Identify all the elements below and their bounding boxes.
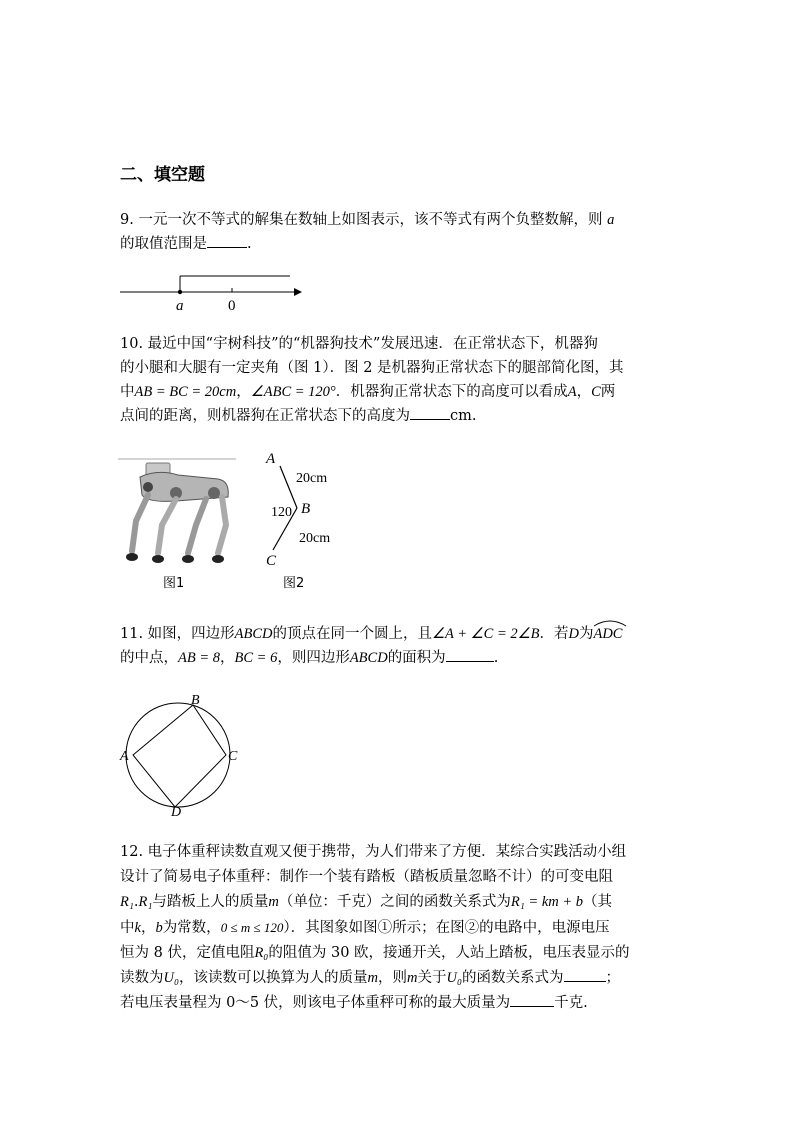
q12-line3b: 与踏板上人的质量 <box>152 894 269 910</box>
q12-line6d: 关于 <box>417 970 447 986</box>
q10-line3b: ．机器狗正常状态下的高度可以看成 <box>335 384 568 400</box>
q11-point-d: D <box>568 626 579 642</box>
q11-end: . <box>493 650 499 666</box>
q11-line1b: 的顶点在同一个圆上，且 <box>272 626 433 642</box>
q11-number: 11. <box>120 626 144 642</box>
solid-point-a <box>178 290 182 294</box>
q10-point-a: A <box>567 384 577 400</box>
q10-line2: 的小腿和大腿有一定夹角（图 1）．图 2 是机器狗正常状态下的腿部简化图，其 <box>120 360 624 376</box>
fig2-angle: 120 <box>271 505 292 520</box>
q12-answer-blank-1[interactable] <box>564 966 606 982</box>
fig2-label-a: A <box>266 451 276 467</box>
circle <box>126 703 230 807</box>
q11-arc-label: ADC <box>593 626 623 642</box>
label-a: A <box>120 749 129 764</box>
q12-number: 12. <box>120 844 144 860</box>
fig1-caption: 图1 <box>163 576 185 591</box>
q10-line3c: 两 <box>600 384 616 400</box>
q10-unit: cm. <box>450 408 477 424</box>
q9-text-line1: 一元一次不等式的解集在数轴上如图表示，该不等式有两个负整数解，则 <box>138 212 603 228</box>
fig2-length-bc: 20cm <box>299 531 331 546</box>
q11-quad-2: ABCD <box>349 650 388 666</box>
label-c: C <box>228 749 238 764</box>
q10-number: 10. <box>120 336 144 352</box>
q10-eq-angle: ∠ABC = 120° <box>250 384 336 400</box>
q12-line7b: 千克. <box>554 995 588 1011</box>
q12-line5b: 的阻值为 30 欧，接通开关，人站上踏板，电压表显示的 <box>268 945 630 961</box>
q10-comma: ， <box>576 384 592 400</box>
q11-line1c: ．若 <box>539 626 569 642</box>
question-10 <box>120 332 680 428</box>
q12-line1: 电子体重秤读数直观又便于携带，为人们带来了方便．某综合实践活动小组 <box>147 844 627 860</box>
segment-ab <box>280 466 297 508</box>
q12-formula: R₁ = km + b <box>510 894 584 910</box>
q10-point-c: C <box>591 384 601 400</box>
q10-line1: 最近中国“宇树科技”的“机器狗技术”发展迅速．在正常状态下，机器狗 <box>147 336 598 352</box>
quadrilateral-abcd <box>133 705 226 807</box>
q12-line6e: 的函数关系式为 <box>462 970 564 986</box>
q12-line7a: 若电压表量程为 0～5 伏，则该电子体重秤可称的最大质量为 <box>120 995 511 1011</box>
q10-sep: ， <box>236 384 251 400</box>
axis-arrow <box>294 288 302 296</box>
q9-number-line <box>118 268 303 313</box>
q11-line1d: 为 <box>578 626 594 642</box>
q12-line3d: （其 <box>583 894 613 910</box>
q12-u0: U₀ <box>163 970 180 986</box>
q12-line4d: ）．其图象如图①所示；在图②的电路中，电源电压 <box>283 920 610 936</box>
axis-label-a: a <box>176 298 184 313</box>
question-9 <box>120 208 680 256</box>
q12-line4a: 中 <box>120 920 135 936</box>
axis-label-0: 0 <box>228 298 236 313</box>
section-title: 二、填空题 <box>120 165 205 185</box>
q12-line2: 设计了简易电子体重秤：制作一个装有踏板（踏板质量忽略不计）的可变电阻 <box>120 869 613 885</box>
q11-line2b: ，则四边形 <box>277 650 350 666</box>
q12-line3c: （单位：千克）之间的函数关系式为 <box>278 894 511 910</box>
robot-dog-image <box>118 455 243 570</box>
q12-line6a: 读数为 <box>120 970 164 986</box>
q9-answer-blank[interactable] <box>207 232 247 248</box>
label-d: D <box>171 805 182 817</box>
q10-eq-ab-bc: AB = BC = 20cm <box>134 384 237 400</box>
q12-b: b <box>155 920 163 936</box>
fig2-length-ab: 20cm <box>296 471 328 486</box>
q12-line4c: 为常数， <box>162 920 221 936</box>
q9-var-a: a <box>607 212 615 228</box>
leg-diagram <box>255 448 355 572</box>
q11-bc: BC = 6 <box>234 650 278 666</box>
cyclic-quadrilateral-figure <box>115 692 245 817</box>
q12-answer-blank-2[interactable] <box>510 991 554 1007</box>
q11-answer-blank[interactable] <box>446 646 494 662</box>
q10-line3a: 中 <box>120 384 135 400</box>
q11-quad: ABCD <box>234 626 273 642</box>
q12-r1-2: R₁ <box>138 894 153 910</box>
arc-symbol <box>593 619 627 627</box>
q9-end: . <box>247 236 252 252</box>
q12-line4b: ， <box>140 920 156 936</box>
q11-ab: AB = 8 <box>178 650 220 666</box>
q12-m-3: m <box>407 970 418 986</box>
q11-sep: ， <box>220 650 235 666</box>
q12-line6c: ，则 <box>378 970 407 986</box>
q12-range: 0 ≤ m ≤ 120 <box>220 920 284 935</box>
q9-text-line2: 的取值范围是 <box>120 236 207 252</box>
q12-line5a: 恒为 8 伏，定值电阻 <box>120 945 255 961</box>
q12-line6b: ，该读数可以换算为人的质量 <box>179 970 368 986</box>
q12-r0: R₀ <box>254 945 269 961</box>
fig2-label-c: C <box>266 553 277 569</box>
q10-line4: 点间的距离，则机器狗在正常状态下的高度为 <box>120 408 410 424</box>
q11-line2a: 的中点， <box>120 650 178 666</box>
q11-line2c: 的面积为 <box>387 650 446 666</box>
q12-u0-2: U₀ <box>446 970 462 986</box>
q9-number: 9. <box>120 212 134 228</box>
question-11 <box>120 622 680 670</box>
q11-arc <box>593 622 622 646</box>
question-12 <box>120 840 680 1016</box>
q12-line6f: ； <box>605 970 620 986</box>
q12-k: k <box>134 920 141 936</box>
q10-answer-blank[interactable] <box>410 404 450 420</box>
fig2-label-b: B <box>301 501 311 517</box>
q12-m-2: m <box>367 970 378 986</box>
q11-condition: ∠A + ∠C = 2∠B <box>432 626 540 642</box>
q12-m: m <box>268 894 279 910</box>
q11-line1a: 如图，四边形 <box>147 626 235 642</box>
label-b: B <box>191 693 200 708</box>
fig2-caption: 图2 <box>283 576 305 591</box>
q12-line3a: . <box>133 894 139 910</box>
q12-r1: R₁ <box>120 894 134 910</box>
